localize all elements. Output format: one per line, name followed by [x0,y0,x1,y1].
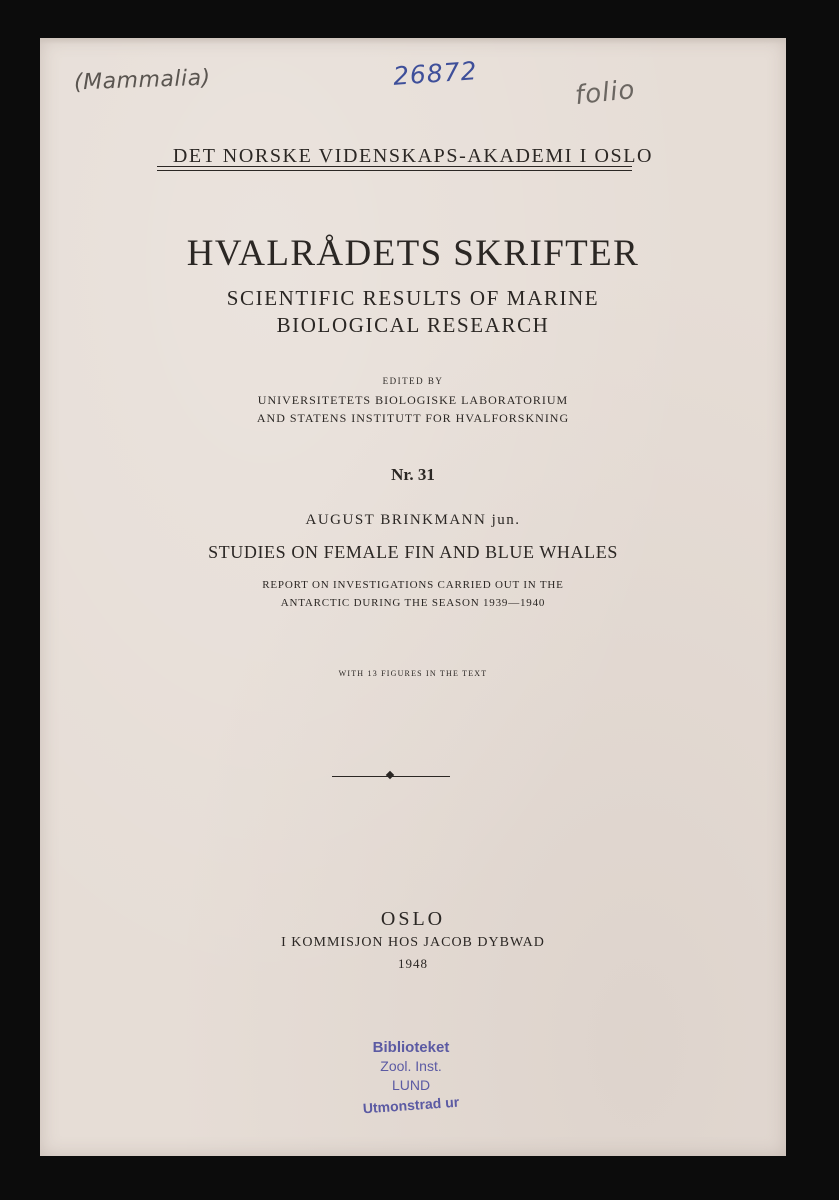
report-subtitle-line2: ANTARCTIC DURING THE SEASON 1939—1940 [280,597,546,609]
edited-by-label: EDITED BY [382,376,444,386]
paper-top-edge [40,38,786,44]
issue-number: Nr. 31 [391,465,435,484]
stamp-line1: Biblioteket [372,1039,450,1056]
handwritten-annotation-right: folio [573,74,637,112]
header-rule-lower [157,170,632,171]
imprint-city: OSLO [380,908,446,930]
stamp-line4: Utmonstrad ur [362,1093,460,1117]
series-subtitle-line2: BIOLOGICAL RESEARCH [276,313,550,337]
cover-page [40,38,786,1156]
author-name: AUGUST BRINKMANN jun. [305,512,521,528]
series-subtitle-line1: SCIENTIFIC RESULTS OF MARINE [226,286,600,310]
handwritten-catalog-number: 26872 [392,56,479,91]
academy-name: DET NORSKE VIDENSKAPS-AKADEMI I OSLO [172,145,654,167]
report-subtitle-line1: REPORT ON INVESTIGATIONS CARRIED OUT IN THE [262,579,564,591]
handwritten-annotation-left: (Mammalia) [73,65,212,96]
stamp-line2: Zool. Inst. [380,1058,442,1074]
series-title: HVALRÅDETS SKRIFTER [186,233,640,274]
editor-line1: UNIVERSITETETS BIOLOGISKE LABORATORIUM [257,393,569,407]
imprint-year: 1948 [398,956,428,971]
editor-line2: AND STATENS INSTITUTT FOR HVALFORSKNING [256,411,570,425]
article-title: STUDIES ON FEMALE FIN AND BLUE WHALES [208,542,618,562]
stamp-line3: LUND [391,1077,431,1093]
header-rule-upper [157,166,632,167]
imprint-publisher: I KOMMISJON HOS JACOB DYBWAD [281,935,545,950]
library-stamp [346,1038,476,1115]
figures-note: WITH 13 FIGURES IN THE TEXT [338,669,488,678]
